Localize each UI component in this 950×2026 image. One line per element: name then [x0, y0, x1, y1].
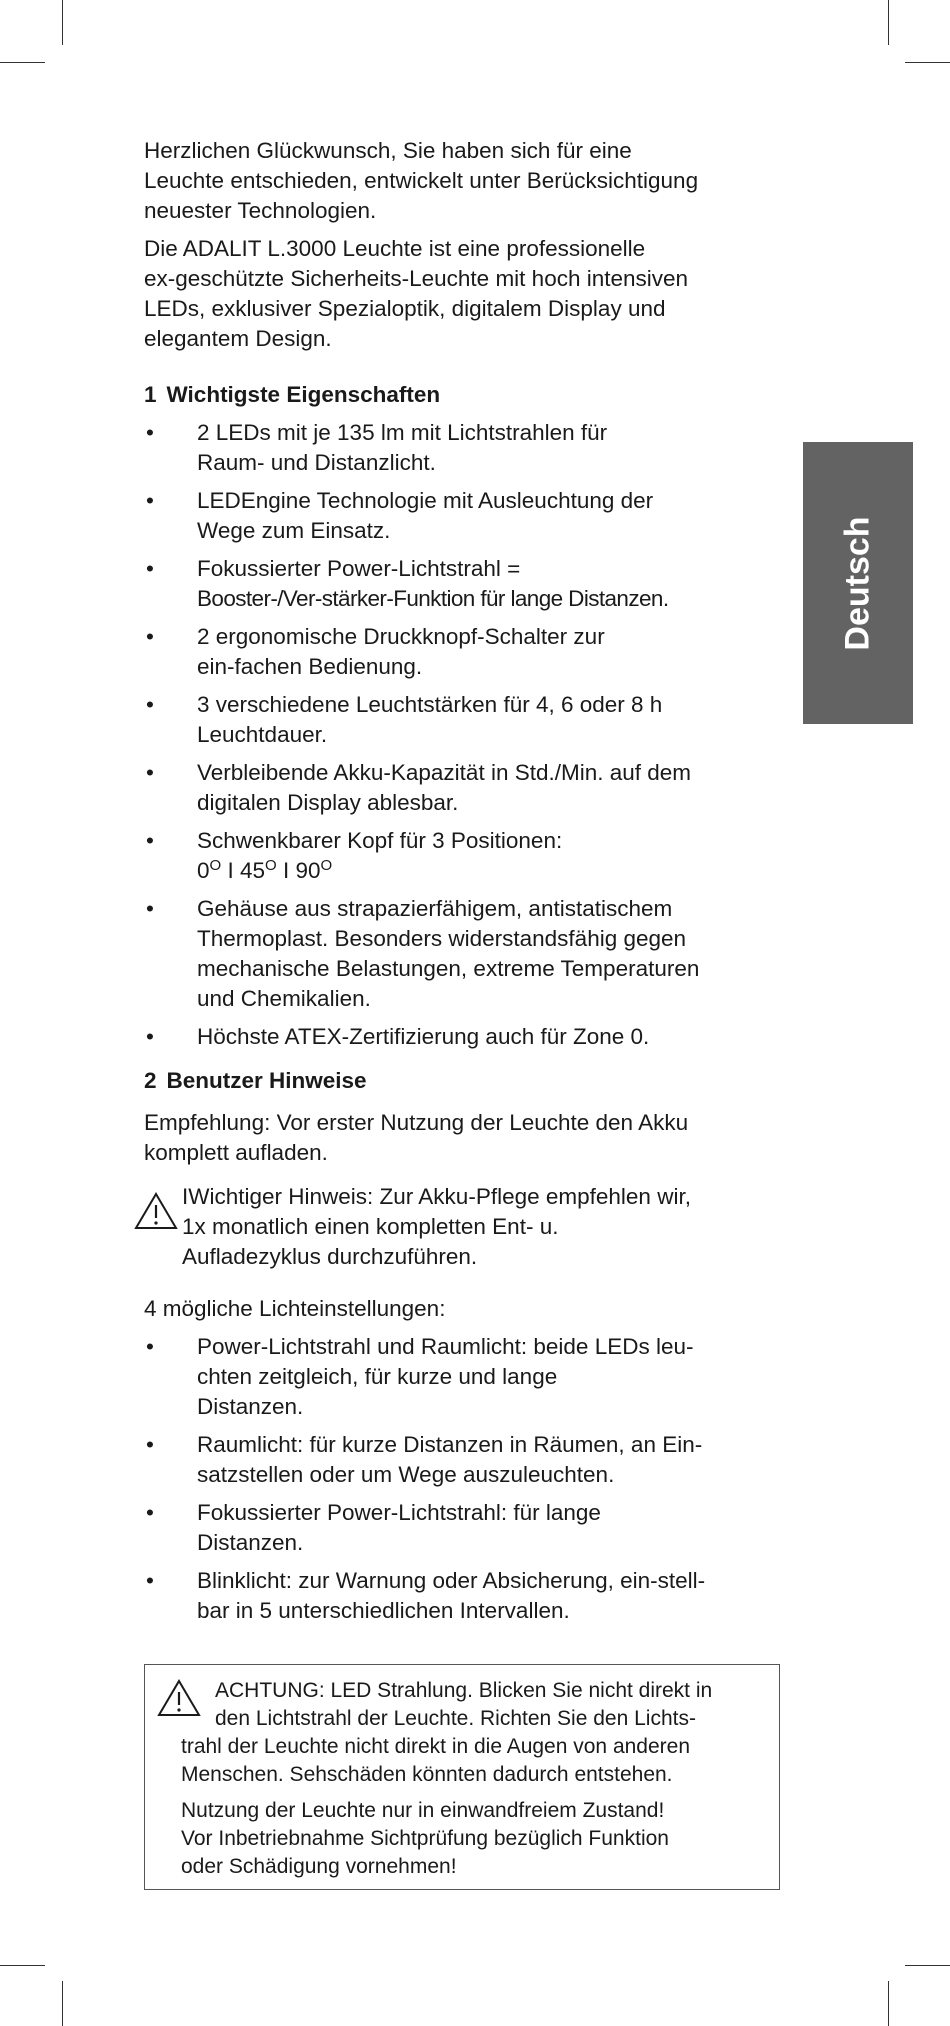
- list-item: [144, 826, 784, 886]
- text-line: komplett aufladen.: [144, 1140, 328, 1165]
- text-line: Raum- und Distanzlicht.: [197, 450, 436, 475]
- text-line: Fokussierter Power-Lichtstrahl: für lange: [197, 1500, 601, 1525]
- text-line: bar in 5 unterschiedlichen Intervallen.: [197, 1598, 570, 1623]
- text-line: Gehäuse aus strapazierfähigem, antistatischem: [197, 896, 673, 921]
- text-line: Leuchtdauer.: [197, 722, 328, 747]
- recommendation: [144, 1108, 784, 1168]
- degree-symbol: O: [209, 857, 222, 874]
- crop-mark-bottom-left-v: [62, 1981, 63, 2026]
- text-line: 2 ergonomische Druckknopf-Schalter zur: [197, 624, 605, 649]
- crop-mark-bottom-right-h: [905, 1965, 950, 1966]
- text-line: ex-geschützte Sicherheits-Leuchte mit hoch intensiven: [144, 266, 689, 291]
- crop-mark-bottom-right-v: [888, 1981, 889, 2026]
- features-list: [144, 418, 784, 1052]
- section-title: Wichtigste Eigenschaften: [166, 382, 441, 407]
- caution-paragraph-1: [181, 1677, 765, 1789]
- bullet: •: [146, 420, 154, 445]
- text-line: Power-Lichtstrahl und Raumlicht: beide LEDs leu-: [197, 1334, 694, 1359]
- text-line: Schwenkbarer Kopf für 3 Positionen:: [197, 828, 563, 853]
- text-line: Leuchte entschieden, entwickelt unter Berücksichtigung: [144, 168, 699, 193]
- degree-symbol: O: [265, 857, 277, 874]
- crop-mark-top-left-v: [62, 0, 63, 45]
- text-line: Thermoplast. Besonders widerstandsfähig gegen: [197, 926, 687, 951]
- text-line: Höchste ATEX-Zertifizierung auch für Zone 0.: [197, 1024, 650, 1049]
- bullet: •: [146, 896, 154, 921]
- list-item: [144, 1332, 784, 1422]
- text-line: Fokussierter Power-Lichtstrahl =: [197, 556, 521, 581]
- language-tab-label: Deutsch: [838, 515, 877, 651]
- section-number: 1: [144, 382, 157, 407]
- text-line: LEDEngine Technologie mit Ausleuchtung der: [197, 488, 654, 513]
- bullet: •: [146, 1500, 154, 1525]
- angle-value: 90: [295, 858, 321, 883]
- list-item: [144, 418, 784, 478]
- bullet: •: [146, 1024, 154, 1049]
- text-line: neuester Technologien.: [144, 198, 377, 223]
- list-item: [144, 1430, 784, 1490]
- intro-paragraph-2: [144, 234, 784, 354]
- section-2-heading: [144, 1066, 784, 1096]
- separator: I: [227, 858, 234, 883]
- text-line: trahl der Leuchte nicht direkt in die Augen von anderen: [181, 1735, 691, 1758]
- text-line: oder Schädigung vornehmen!: [181, 1855, 457, 1878]
- list-item: [144, 1566, 784, 1626]
- text-line: den Lichtstrahl der Leuchte. Richten Sie den Lichts-: [215, 1707, 696, 1730]
- text-line: LEDs, exklusiver Spezialoptik, digitalem Display und: [144, 296, 666, 321]
- text-line: 1x monatlich einen kompletten Ent- u.: [182, 1214, 559, 1239]
- warning-text: [182, 1182, 691, 1272]
- crop-mark-top-left-h: [0, 62, 45, 63]
- language-tab: [803, 442, 913, 724]
- angle-value: 0: [197, 858, 210, 883]
- text-line: IWichtiger Hinweis: Zur Akku-Pflege empfehlen wir,: [182, 1184, 691, 1209]
- bullet: •: [146, 556, 154, 581]
- text-line: Distanzen.: [197, 1530, 304, 1555]
- page-content: [144, 136, 784, 1634]
- text-line: Herzlichen Glückwunsch, Sie haben sich für eine: [144, 138, 632, 163]
- separator: I: [282, 858, 290, 883]
- text-line: Nutzung der Leuchte nur in einwandfreiem Zustand!: [181, 1799, 665, 1822]
- text-line: Die ADALIT L.3000 Leuchte ist eine professionelle: [144, 236, 646, 261]
- crop-mark-top-right-h: [905, 62, 950, 63]
- intro: [144, 136, 784, 354]
- text-line: Empfehlung: Vor erster Nutzung der Leuchte den Akku: [144, 1110, 689, 1135]
- list-item: [144, 622, 784, 682]
- bullet: •: [146, 1432, 154, 1457]
- light-settings-list: [144, 1332, 784, 1626]
- text-line: digitalen Display ablesbar.: [197, 790, 459, 815]
- list-item: [144, 486, 784, 546]
- bullet: •: [146, 488, 154, 513]
- text-line: chten zeitgleich, für kurze und lange: [197, 1364, 558, 1389]
- bullet: •: [146, 1568, 154, 1593]
- degree-symbol: O: [320, 857, 333, 874]
- text-line: 2 LEDs mit je 135 lm mit Lichtstrahlen für: [197, 420, 608, 445]
- bullet: •: [146, 760, 154, 785]
- bullet: •: [146, 1334, 154, 1359]
- text-line: Raumlicht: für kurze Distanzen in Räumen, an Ein-: [197, 1432, 703, 1457]
- text-line: Booster-/Ver-stärker-Funktion für lange Distanzen.: [197, 586, 669, 611]
- list-item: [144, 758, 784, 818]
- crop-mark-bottom-left-h: [0, 1965, 45, 1966]
- text-line: 3 verschiedene Leuchtstärken für 4, 6 oder 8 h: [197, 692, 663, 717]
- settings-label: 4 mögliche Lichteinstellungen:: [144, 1296, 446, 1321]
- list-item: [144, 1498, 784, 1558]
- text-line: Aufladezyklus durchzuführen.: [182, 1244, 478, 1269]
- list-item: [144, 1022, 784, 1052]
- battery-care-warning: [134, 1182, 784, 1272]
- text-line: elegantem Design.: [144, 326, 332, 351]
- text-line: satzstellen oder um Wege auszuleuchten.: [197, 1462, 615, 1487]
- list-item: [144, 894, 784, 1014]
- section-1-heading: [144, 380, 784, 410]
- text-line: Menschen. Sehschäden könnten dadurch entstehen.: [181, 1763, 673, 1786]
- angle-positions: [197, 856, 784, 886]
- caution-box: [144, 1664, 780, 1890]
- bullet: •: [146, 828, 154, 853]
- list-item: [144, 554, 784, 614]
- warning-triangle-icon: [157, 1679, 201, 1717]
- text-line: ein-fachen Bedienung.: [197, 654, 423, 679]
- text-line: und Chemikalien.: [197, 986, 371, 1011]
- text-line: Vor Inbetriebnahme Sichtprüfung bezüglich Funktion: [181, 1827, 669, 1850]
- bullet: •: [146, 624, 154, 649]
- angle-value: 45: [239, 858, 266, 883]
- text-line: Distanzen.: [197, 1394, 304, 1419]
- section-number: 2: [144, 1068, 157, 1093]
- text-line: Verbleibende Akku-Kapazität in Std./Min. auf dem: [197, 760, 692, 785]
- text-line: mechanische Belastungen, extreme Temperaturen: [197, 956, 700, 981]
- crop-mark-top-right-v: [888, 0, 889, 45]
- bullet: •: [146, 692, 154, 717]
- warning-triangle-icon: [134, 1192, 178, 1230]
- text-line: Wege zum Einsatz.: [197, 518, 391, 543]
- text-line: ACHTUNG: LED Strahlung. Blicken Sie nicht direkt in: [215, 1679, 713, 1702]
- section-title: Benutzer Hinweise: [166, 1068, 367, 1093]
- caution-paragraph-2: [181, 1797, 765, 1881]
- text-line: Blinklicht: zur Warnung oder Absicherung, ein-stell-: [197, 1568, 706, 1593]
- intro-paragraph-1: [144, 136, 784, 226]
- list-item: [144, 690, 784, 750]
